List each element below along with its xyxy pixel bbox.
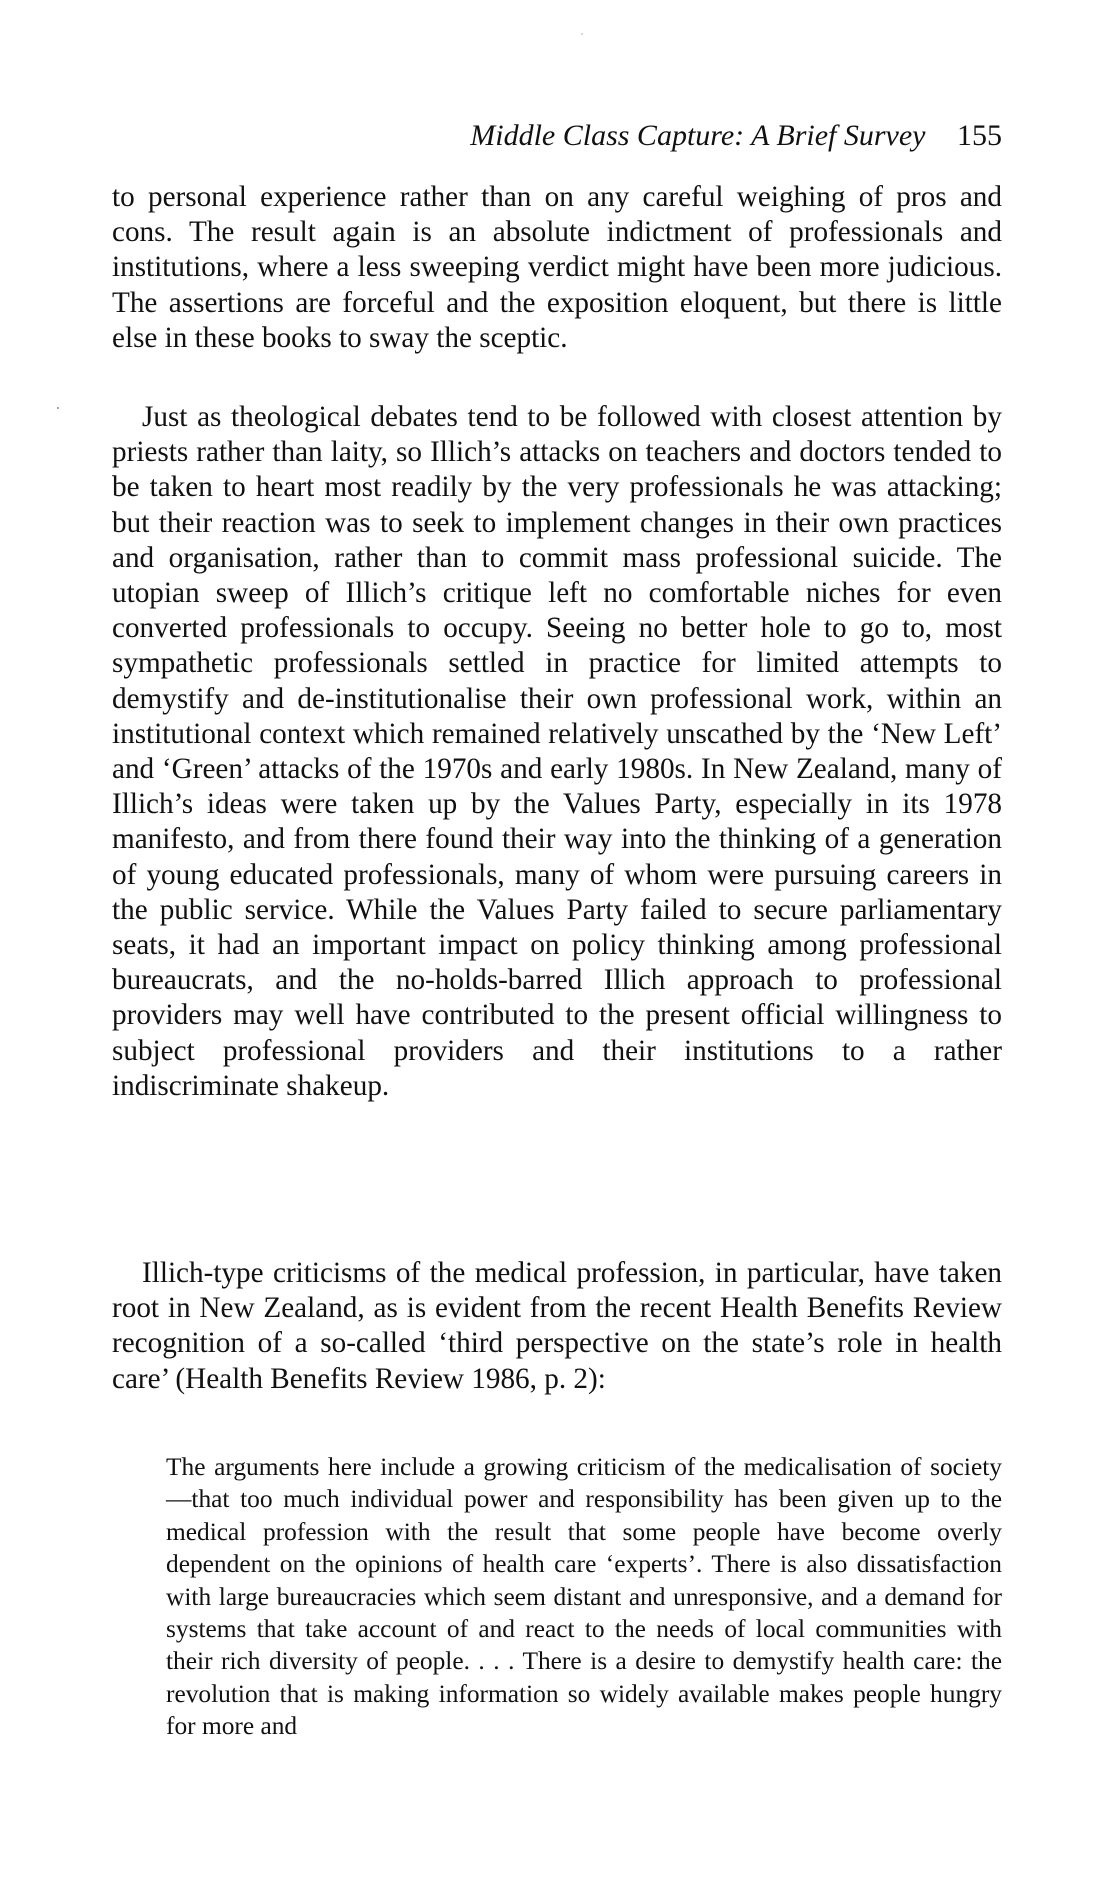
chapter-title: Middle Class Capture: A Brief Survey xyxy=(470,119,926,152)
body-paragraph-2 xyxy=(112,400,1002,1104)
scan-speck xyxy=(57,407,59,409)
body-paragraph-3 xyxy=(112,1256,1002,1397)
quotation-text: The arguments here include a growing criticism of the medicalisation of society—that too much individual power and responsibility has been given up to the medical profession with the result that some people have become overly dependent on the opinions of health care ‘experts’. There is also dissatisfaction with large bureaucracies which seem distant and unresponsive, and a demand for systems that take account of and react to the needs of local communities with their rich diversity of people. . . . There is a desire to demystify health care: the revolution that is making information so widely available makes people hungry for more and xyxy=(166,1453,1002,1741)
paragraph-text: to personal experience rather than on any careful weighing of pros and cons. The result again is an absolute indictment of professionals and institutions, where a less sweeping verdict might have been more judicious. The assertions are forceful and the exposition eloquent, but there is little else in these books to sway the sceptic. xyxy=(112,181,1002,354)
paragraph-text: Illich-type criticisms of the medical profession, in particular, have taken root in New Zealand, as is evident from the recent Health Benefits Review recognition of a so-called ‘third perspective on the state’s role in health care’ (Health Benefits Review 1986, p. 2): xyxy=(112,1257,1002,1395)
body-paragraph-1 xyxy=(112,180,1002,356)
paragraph-text: Just as theological debates tend to be followed with closest attention by priests rather than laity, so Illich’s attacks on teachers and doctors tended to be taken to heart most readily by the very professionals he was attacking; but their reaction was to seek to implement changes in their own practices and organisation, rather than to commit mass professional suicide. The utopian sweep of Illich’s critique left no comfortable niches for even converted professionals to occupy. Seeing no better hole to go to, most sympathetic professionals settled in practice for limited attempts to demystify and de-institutionalise their own professional work, within an institutional context which remained relatively unscathed by the ‘New Left’ and ‘Green’ attacks of the 1970s and early 1980s. In New Zealand, many of Illich’s ideas were taken up by the Values Party, especially in its 1978 manifesto, and from there found their way into the thinking of a generation of young educated professionals, many of whom were pursuing careers in the public service. While the Values Party failed to secure parliamentary seats, it had an important impact on policy thinking among professional bureaucrats, and the no-holds-barred Illich approach to professional providers may well have contributed to the present official willingness to subject professional providers and their institutions to a rather indiscriminate shakeup. xyxy=(112,401,1002,1102)
running-head xyxy=(470,118,1002,154)
scan-speck xyxy=(581,33,583,35)
page-number: 155 xyxy=(957,119,1002,152)
block-quotation xyxy=(166,1451,1002,1743)
